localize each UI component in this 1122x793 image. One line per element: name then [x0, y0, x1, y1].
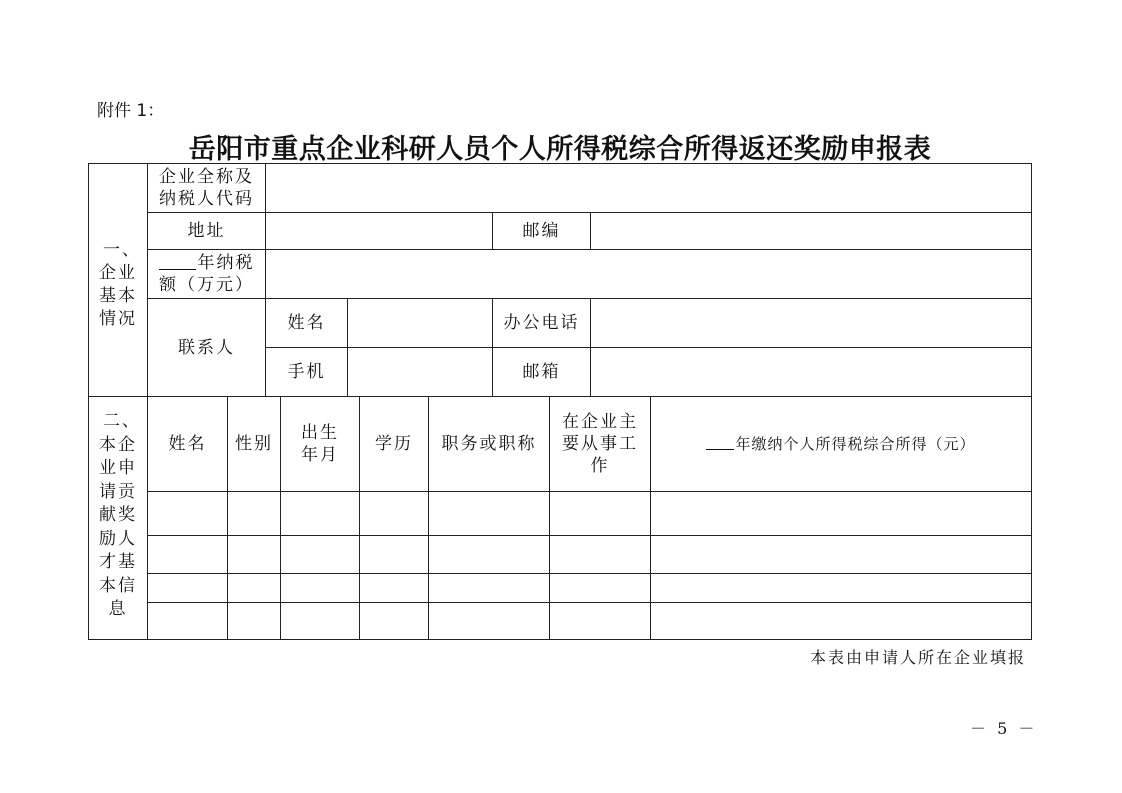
table-row[interactable] [148, 492, 1031, 535]
section1-label [89, 230, 147, 340]
footer-note: 本表由申请人所在企业填报 [809, 648, 1026, 667]
email-field[interactable] [591, 348, 1031, 396]
tax-amount-label [148, 250, 265, 298]
tax-year-line2: 额（万元） [159, 275, 254, 295]
section2-label-line: 励人 [99, 528, 137, 549]
address-label: 地址 [187, 221, 226, 241]
contact-name-label: 姓名 [287, 313, 326, 333]
section2-label-line: 本企 [99, 434, 137, 455]
section2-label-line: 息 [108, 599, 128, 620]
header-work-line: 在企业主 [562, 412, 638, 432]
form-title: 岳阳市重点企业科研人员个人所得税综合所得返还奖励申报表 [188, 134, 932, 165]
tax-amount-field[interactable] [266, 250, 1031, 298]
section2-label-line: 献奖 [99, 505, 137, 526]
income-year-blank[interactable] [706, 435, 734, 450]
company-name-label [148, 164, 265, 212]
header-work-line: 要从事工 [562, 434, 638, 454]
company-name-field[interactable] [266, 164, 1031, 212]
header-gender: 性别 [235, 434, 273, 454]
header-education: 学历 [375, 434, 413, 454]
office-phone-field[interactable] [591, 299, 1031, 347]
mobile-field[interactable] [348, 348, 492, 396]
section1-label-line: 情况 [99, 309, 137, 329]
header-birth-line: 出生 [301, 423, 339, 443]
section1-label-line: 基本 [99, 286, 137, 306]
page-number: － 5 － [970, 719, 1038, 738]
mobile-label: 手机 [287, 362, 326, 382]
table-row[interactable] [148, 536, 1031, 573]
year-blank[interactable] [159, 253, 196, 270]
section2-label [89, 405, 147, 627]
address-field[interactable] [266, 213, 492, 249]
header-name: 姓名 [168, 434, 207, 454]
office-phone-label: 办公电话 [503, 313, 580, 333]
postcode-field[interactable] [591, 213, 1031, 249]
header-income-text: 年缴纳个人所得税综合所得（元） [735, 435, 976, 453]
header-position: 职务或职称 [441, 434, 537, 454]
email-label: 邮箱 [522, 362, 561, 382]
attachment-label: 附件 1： [97, 101, 165, 121]
contact-label: 联系人 [178, 337, 235, 358]
company-name-line: 纳税人代码 [159, 189, 254, 209]
postcode-label: 邮编 [522, 221, 561, 241]
section2-label-line: 二、 [103, 411, 141, 432]
header-work [550, 397, 650, 491]
table-row[interactable] [148, 574, 1031, 602]
contact-name-field[interactable] [348, 299, 492, 347]
header-birth-line: 年月 [301, 445, 339, 465]
section2-label-line: 业申 [99, 458, 137, 479]
section2-label-line: 请贡 [99, 481, 137, 502]
header-work-line: 作 [590, 456, 610, 476]
section1-label-line: 企业 [99, 263, 137, 283]
header-birth [281, 397, 359, 491]
section1-label-line: 一、 [103, 240, 141, 260]
tax-year-line1: 年纳税 [197, 253, 255, 273]
table-row[interactable] [148, 603, 1031, 639]
section2-label-line: 才基 [99, 552, 137, 573]
company-name-line: 企业全称及 [159, 167, 254, 187]
section2-label-line: 本信 [99, 575, 137, 596]
header-income [651, 397, 1031, 491]
